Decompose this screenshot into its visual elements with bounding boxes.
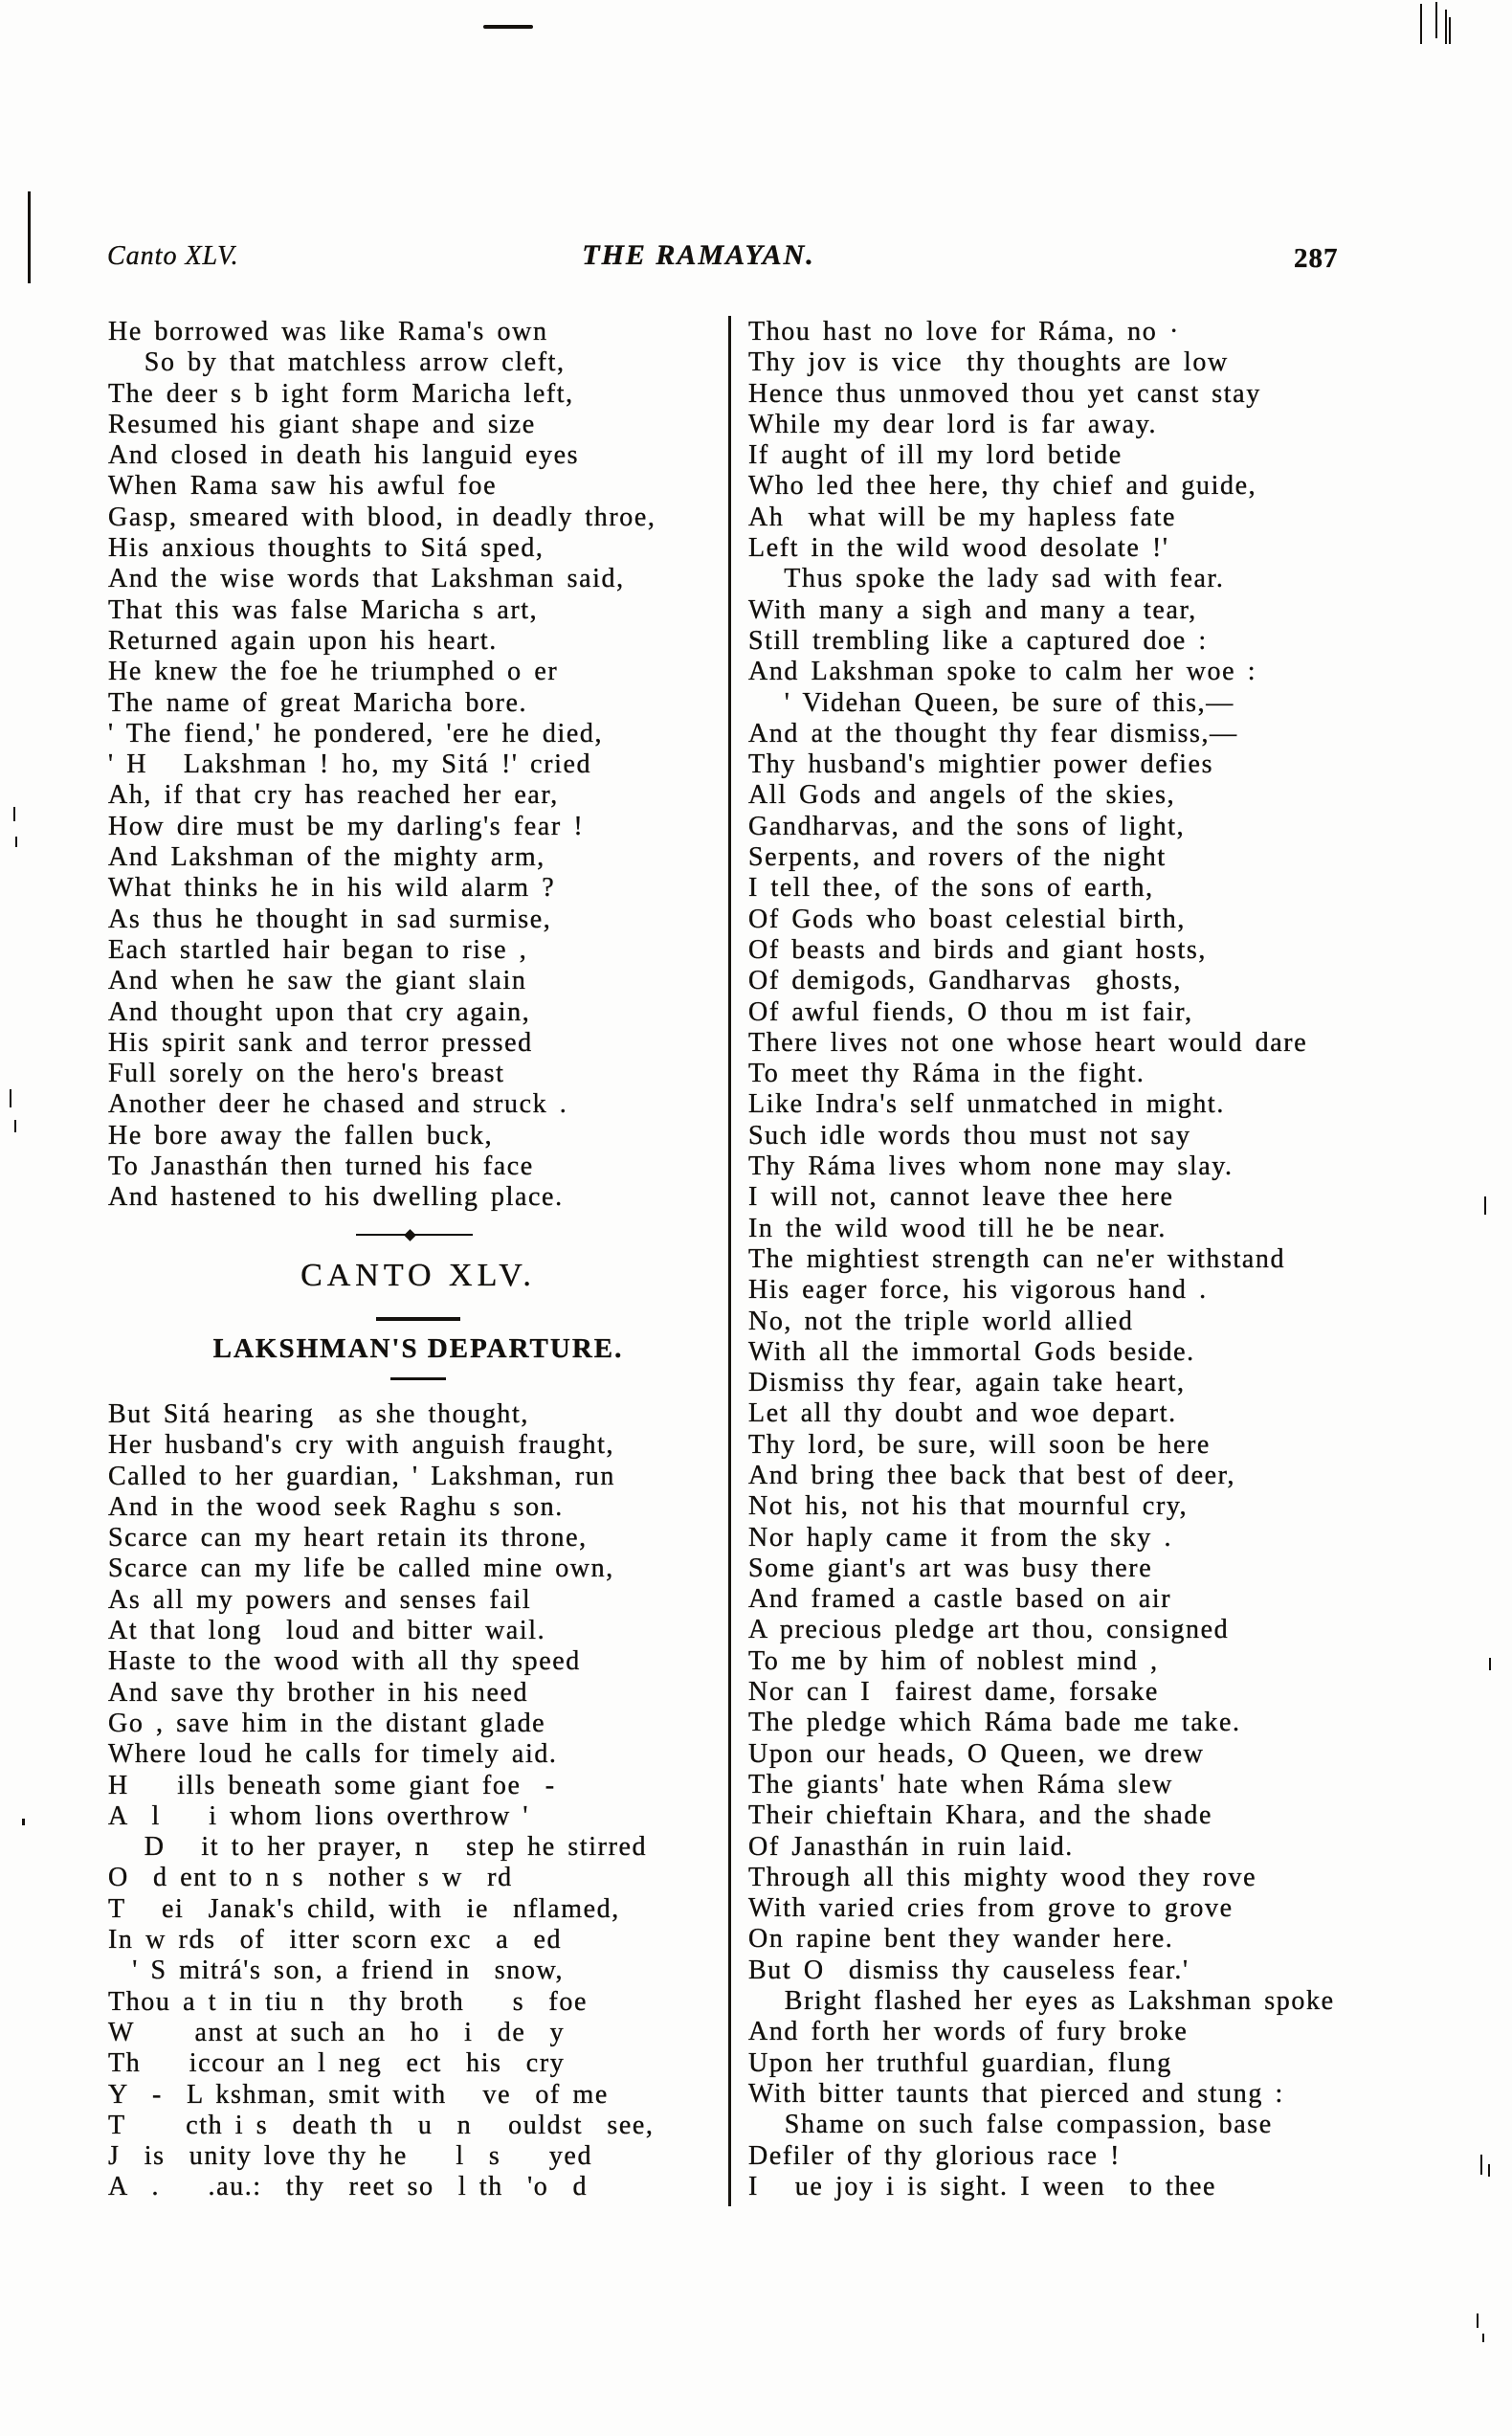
poem-line: Some giant's art was busy there bbox=[748, 1553, 1153, 1583]
poem-line: No, not the triple world allied bbox=[748, 1306, 1134, 1336]
poem-line: The mightiest strength can ne'er withstand bbox=[748, 1243, 1286, 1274]
poem-line: Resumed his giant shape and size bbox=[108, 409, 536, 439]
poem-line: And when he saw the giant slain bbox=[108, 966, 527, 996]
poem-line: To Janasthán then turned his face bbox=[108, 1151, 534, 1182]
poem-line: Thy jov is vice thy thoughts are low bbox=[748, 347, 1229, 378]
poem-line: Bright flashed her eyes as Lakshman spoke bbox=[748, 1986, 1335, 2017]
poem-line: And closed in death his languid eyes bbox=[108, 440, 580, 471]
scan-artifact-tick bbox=[15, 837, 17, 847]
poem-line: When Rama saw his awful foe bbox=[108, 471, 498, 502]
poem-line: Thou hast no love for Ráma, no · bbox=[748, 317, 1180, 346]
page-number: 287 bbox=[1294, 243, 1339, 274]
scan-artifact-tick bbox=[14, 1120, 16, 1132]
poem-line: A . .au.: thy reet so l th 'o d bbox=[108, 2172, 589, 2202]
poem-line: And save thy brother in his need bbox=[108, 1677, 529, 1708]
scan-artifact-tick bbox=[1482, 2334, 1484, 2342]
poem-line: Gasp, smeared with blood, in deadly throe, bbox=[108, 502, 656, 532]
scan-artifact-tick bbox=[1420, 4, 1422, 44]
poem-line: Of beasts and birds and giant hosts, bbox=[748, 934, 1207, 965]
scan-artifact-tick bbox=[1480, 2155, 1482, 2175]
poem-line: I tell thee, of the sons of earth, bbox=[748, 873, 1154, 904]
poem-line: With all the immortal Gods beside. bbox=[748, 1336, 1195, 1367]
poem-line: His anxious thoughts to Sitá sped, bbox=[108, 533, 545, 564]
poem-line: Upon her truthful guardian, flung bbox=[748, 2047, 1172, 2078]
poem-line: ' S mitrá's son, a friend in snow, bbox=[108, 1956, 565, 1986]
scan-artifact-tick bbox=[1449, 17, 1451, 44]
poem-line: His spirit sank and terror pressed bbox=[108, 1027, 533, 1058]
poem-line: Th iccour an l neg ect his cry bbox=[108, 2048, 566, 2079]
poem-line: Of Gods who boast celestial birth, bbox=[748, 904, 1186, 934]
running-header-title: THE RAMAYAN. bbox=[582, 239, 815, 271]
poem-line: Left in the wild wood desolate !' bbox=[748, 533, 1169, 564]
poem-line: Such idle words thou must not say bbox=[748, 1120, 1191, 1151]
poem-line: As thus he thought in sad surmise, bbox=[108, 904, 552, 934]
poem-line: And Lakshman spoke to calm her woe : bbox=[748, 657, 1257, 687]
poem-line: Like Indra's self unmatched in might. bbox=[748, 1089, 1225, 1120]
scan-artifact-tick bbox=[1489, 1658, 1491, 1670]
scan-artifact-tick bbox=[10, 1089, 11, 1107]
poem-line: Go , save him in the distant glade bbox=[108, 1708, 546, 1738]
poem-line: There lives not one whose heart would dare bbox=[748, 1027, 1308, 1058]
poem-line: Where loud he calls for timely aid. bbox=[108, 1739, 558, 1770]
scan-artifact-tick bbox=[1477, 2313, 1479, 2328]
poem-line: A precious pledge art thou, consigned bbox=[748, 1615, 1230, 1645]
poem-line: Who led thee here, thy chief and guide, bbox=[748, 471, 1257, 502]
poem-line: And at the thought thy fear dismiss,— bbox=[748, 718, 1238, 749]
poem-line: The pledge which Ráma bade me take. bbox=[748, 1708, 1241, 1738]
poem-line: Y - L kshman, smit with ve of me bbox=[108, 2079, 609, 2110]
poem-line: Dismiss thy fear, again take heart, bbox=[748, 1368, 1186, 1398]
poem-line: T cth i s death th u n ouldst see, bbox=[108, 2110, 655, 2140]
scan-artifact-tick bbox=[13, 807, 15, 821]
poem-line: ' H Lakshman ! ho, my Sitá !' cried bbox=[108, 749, 592, 780]
canto-heading: CANTO XLV. bbox=[300, 1258, 536, 1293]
poem-line: So by that matchless arrow cleft, bbox=[108, 347, 566, 378]
poem-line: W anst at such an ho i de y bbox=[108, 2017, 566, 2047]
poem-line: In the wild wood till he be near. bbox=[748, 1213, 1167, 1243]
poem-line: Thy lord, be sure, will soon be here bbox=[748, 1429, 1211, 1460]
poem-line: Upon our heads, O Queen, we drew bbox=[748, 1738, 1205, 1769]
poem-line: To meet thy Ráma in the fight. bbox=[748, 1059, 1145, 1089]
poem-line: But Sitá hearing as she thought, bbox=[108, 1399, 529, 1429]
left-column-stanza-canto-45 bbox=[108, 1399, 740, 2203]
poem-line: The giants' hate when Ráma slew bbox=[748, 1769, 1173, 1799]
poem-line: And Lakshman of the mighty arm, bbox=[108, 842, 545, 873]
poem-line: What thinks he in his wild alarm ? bbox=[108, 873, 556, 904]
poem-line: Not his, not his that mournful cry, bbox=[748, 1491, 1189, 1522]
poem-line: Thou a t in tiu n thy broth s foe bbox=[108, 1986, 588, 2017]
poem-line: ' Videhan Queen, be sure of this,— bbox=[748, 687, 1234, 718]
poem-line: Thus spoke the lady sad with fear. bbox=[748, 564, 1225, 594]
poem-line: Her husband's cry with anguish fraught, bbox=[108, 1430, 615, 1461]
poem-line: At that long loud and bitter wail. bbox=[108, 1616, 546, 1646]
poem-line: Returned again upon his heart. bbox=[108, 625, 498, 656]
poem-line: With varied cries from grove to grove bbox=[748, 1893, 1234, 1924]
poem-line: And thought upon that cry again, bbox=[108, 996, 531, 1027]
poem-line: O d ent to n s nother s w rd bbox=[108, 1863, 513, 1893]
poem-line: He borrowed was like Rama's own bbox=[108, 317, 548, 346]
poem-line: Thy husband's mightier power defies bbox=[748, 749, 1214, 780]
poem-line: D it to her prayer, n step he stirred bbox=[108, 1832, 648, 1863]
poem-line: Called to her guardian, ' Lakshman, run bbox=[108, 1461, 615, 1491]
poem-line: Of awful fiends, O thou m ist fair, bbox=[748, 996, 1193, 1027]
poem-line: He bore away the fallen buck, bbox=[108, 1120, 494, 1151]
canto-subheading: LAKSHMAN'S DEPARTURE. bbox=[212, 1333, 624, 1364]
poem-line: With bitter taunts that pierced and stung : bbox=[748, 2078, 1284, 2109]
poem-line: Ah, if that cry has reached her ear, bbox=[108, 780, 559, 811]
poem-line: And the wise words that Lakshman said, bbox=[108, 564, 625, 594]
poem-line: As all my powers and senses fail bbox=[108, 1584, 532, 1615]
poem-line: H ills beneath some giant foe - bbox=[108, 1770, 556, 1800]
poem-line: And forth her words of fury broke bbox=[748, 2017, 1189, 2047]
poem-line: All Gods and angels of the skies, bbox=[748, 780, 1176, 811]
poem-line: Full sorely on the hero's breast bbox=[108, 1059, 505, 1089]
poem-line: And in the wood seek Raghu s son. bbox=[108, 1491, 564, 1522]
scan-artifact-dot bbox=[22, 1819, 25, 1825]
poem-line: Ah what will be my hapless fate bbox=[748, 502, 1177, 532]
poem-line: I will not, cannot leave thee here bbox=[748, 1182, 1174, 1213]
poem-line: Gandharvas, and the sons of light, bbox=[748, 811, 1186, 841]
subheading-rule bbox=[390, 1377, 446, 1380]
poem-line: Shame on such false compassion, base bbox=[748, 2110, 1273, 2140]
poem-line: Of Janasthán in ruin laid. bbox=[748, 1831, 1074, 1862]
poem-line: ' The fiend,' he pondered, 'ere he died, bbox=[108, 718, 604, 749]
poem-line: If aught of ill my lord betide bbox=[748, 440, 1123, 471]
poem-line: Each startled hair began to rise , bbox=[108, 934, 528, 965]
poem-line: Their chieftain Khara, and the shade bbox=[748, 1800, 1212, 1831]
poem-line: A l i whom lions overthrow ' bbox=[108, 1800, 530, 1831]
poem-line: Defiler of thy glorious race ! bbox=[748, 2140, 1122, 2171]
poem-line: J is unity love thy he l s yed bbox=[108, 2141, 593, 2172]
poem-line: While my dear lord is far away. bbox=[748, 409, 1158, 439]
poem-line: Scarce can my life be called mine own, bbox=[108, 1553, 614, 1584]
poem-line: Nor can I fairest dame, forsake bbox=[748, 1677, 1159, 1708]
section-divider-ornament bbox=[356, 1234, 473, 1236]
running-header-canto: Canto XLV. bbox=[107, 241, 239, 271]
poem-line: That this was false Maricha s art, bbox=[108, 594, 539, 625]
poem-line: On rapine bent they wander here. bbox=[748, 1924, 1174, 1955]
poem-line: I ue joy i is sight. I ween to thee bbox=[748, 2171, 1217, 2201]
poem-line: Scarce can my heart retain its throne, bbox=[108, 1523, 588, 1553]
poem-line: Of demigods, Gandharvas ghosts, bbox=[748, 966, 1182, 996]
scan-artifact-top-dash bbox=[483, 25, 533, 29]
right-column-stanza bbox=[748, 317, 1399, 2202]
poem-line: In w rds of itter scorn exc a ed bbox=[108, 1925, 563, 1956]
scan-artifact-tick bbox=[1445, 10, 1447, 44]
diamond-ornament-icon bbox=[404, 1229, 416, 1241]
poem-line: His eager force, his vigorous hand . bbox=[748, 1275, 1208, 1306]
poem-line: Let all thy doubt and woe depart. bbox=[748, 1398, 1177, 1429]
poem-line: Nor haply came it from the sky . bbox=[748, 1522, 1173, 1553]
poem-line: Thy Ráma lives whom none may slay. bbox=[748, 1151, 1234, 1182]
poem-line: The deer s b ight form Maricha left, bbox=[108, 378, 574, 409]
poem-line: How dire must be my darling's fear ! bbox=[108, 811, 585, 841]
poem-line: Haste to the wood with all thy speed bbox=[108, 1646, 581, 1677]
poem-line: Through all this mighty wood they rove bbox=[748, 1862, 1257, 1892]
poem-line: Still trembling like a captured doe : bbox=[748, 625, 1208, 656]
poem-line: Hence thus unmoved thou yet canst stay bbox=[748, 378, 1261, 409]
poem-line: With many a sigh and many a tear, bbox=[748, 594, 1197, 625]
left-column-stanza-prev-canto bbox=[108, 317, 740, 1214]
poem-line: The name of great Maricha bore. bbox=[108, 687, 528, 718]
scan-artifact-left-line bbox=[28, 191, 31, 283]
scan-artifact-tick bbox=[1435, 2, 1437, 38]
poem-line: He knew the foe he triumphed o er bbox=[108, 657, 559, 687]
heading-rule bbox=[376, 1317, 460, 1321]
scan-artifact-tick bbox=[1488, 2164, 1490, 2177]
poem-line: And hastened to his dwelling place. bbox=[108, 1182, 564, 1213]
poem-line: And bring thee back that best of deer, bbox=[748, 1460, 1236, 1490]
poem-line: To me by him of noblest mind , bbox=[748, 1645, 1159, 1676]
poem-line: T ei Janak's child, with ie nflamed, bbox=[108, 1893, 620, 1924]
poem-line: But O dismiss thy causeless fear.' bbox=[748, 1955, 1190, 1985]
poem-line: Serpents, and rovers of the night bbox=[748, 842, 1167, 873]
poem-line: And framed a castle based on air bbox=[748, 1584, 1172, 1615]
scan-artifact-tick bbox=[1484, 1196, 1486, 1215]
poem-line: Another deer he chased and struck . bbox=[108, 1089, 568, 1120]
